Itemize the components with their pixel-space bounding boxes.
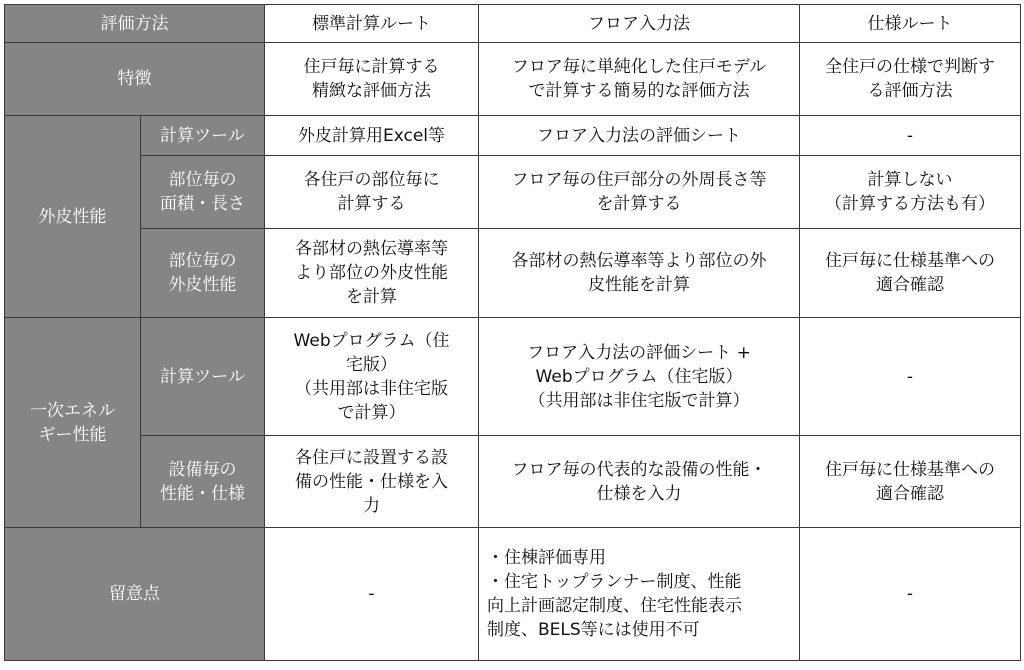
energy-equipment-spec-cell: 住戸毎に仕様基準への 適合確認	[800, 436, 1021, 528]
notes-spec-cell: -	[800, 528, 1021, 661]
envelope-area-floor-cell: フロア毎の住戸部分の外周長さ等 を計算する	[479, 156, 800, 229]
comparison-table	[4, 4, 1021, 661]
envelope-performance-label: 部位毎の 外皮性能	[141, 229, 265, 318]
envelope-tool-standard-cell: 外皮計算用Excel等	[265, 116, 479, 156]
envelope-area-standard-cell: 各住戸の部位毎に 計算する	[265, 156, 479, 229]
envelope-performance-floor-cell: 各部材の熱伝導率等より部位の外 皮性能を計算	[479, 229, 800, 318]
header-floor-input: フロア入力法	[479, 5, 800, 43]
envelope-area-spec-cell: 計算しない （計算する方法も有）	[800, 156, 1021, 229]
features-label: 特徴	[5, 43, 265, 116]
envelope-performance-spec-cell: 住戸毎に仕様基準への 適合確認	[800, 229, 1021, 318]
envelope-area-label: 部位毎の 面積・長さ	[141, 156, 265, 229]
envelope-tool-spec-cell: -	[800, 116, 1021, 156]
features-spec-cell: 全住戸の仕様で判断す る評価方法	[800, 43, 1021, 116]
energy-equipment-standard-cell: 各住戸に設置する設 備の性能・仕様を入 力	[265, 436, 479, 528]
envelope-tool-row	[5, 116, 1021, 156]
header-spec-route: 仕様ルート	[800, 5, 1021, 43]
envelope-group-label: 外皮性能	[5, 116, 141, 318]
envelope-performance-row	[5, 229, 1021, 318]
notes-standard-cell: -	[265, 528, 479, 661]
energy-tool-spec-cell: -	[800, 318, 1021, 436]
notes-floor-cell: ・住棟評価専用 ・住宅トップランナー制度、性能 向上計画認定制度、住宅性能表示 制度、BELS等には使用不可	[479, 528, 800, 661]
features-row	[5, 43, 1021, 116]
features-standard-cell: 住戸毎に計算する 精緻な評価方法	[265, 43, 479, 116]
energy-equipment-row	[5, 436, 1021, 528]
energy-tool-standard-cell: Webプログラム（住 宅版） （共用部は非住宅版 で計算）	[265, 318, 479, 436]
notes-row	[5, 528, 1021, 661]
envelope-tool-label: 計算ツール	[141, 116, 265, 156]
header-standard-route: 標準計算ルート	[265, 5, 479, 43]
envelope-area-row	[5, 156, 1021, 229]
envelope-performance-standard-cell: 各部材の熱伝導率等 より部位の外皮性能 を計算	[265, 229, 479, 318]
header-row	[5, 5, 1021, 43]
notes-label: 留意点	[5, 528, 265, 661]
energy-tool-label: 計算ツール	[141, 318, 265, 436]
features-floor-cell: フロア毎に単純化した住戸モデル で計算する簡易的な評価方法	[479, 43, 800, 116]
energy-group-label: 一次エネル ギー性能	[5, 318, 141, 528]
energy-tool-floor-cell: フロア入力法の評価シート + Webプログラム（住宅版） （共用部は非住宅版で計算）	[479, 318, 800, 436]
envelope-tool-floor-cell: フロア入力法の評価シート	[479, 116, 800, 156]
energy-equipment-floor-cell: フロア毎の代表的な設備の性能・ 仕様を入力	[479, 436, 800, 528]
header-method: 評価方法	[5, 5, 265, 43]
energy-equipment-label: 設備毎の 性能・仕様	[141, 436, 265, 528]
energy-tool-row	[5, 318, 1021, 436]
